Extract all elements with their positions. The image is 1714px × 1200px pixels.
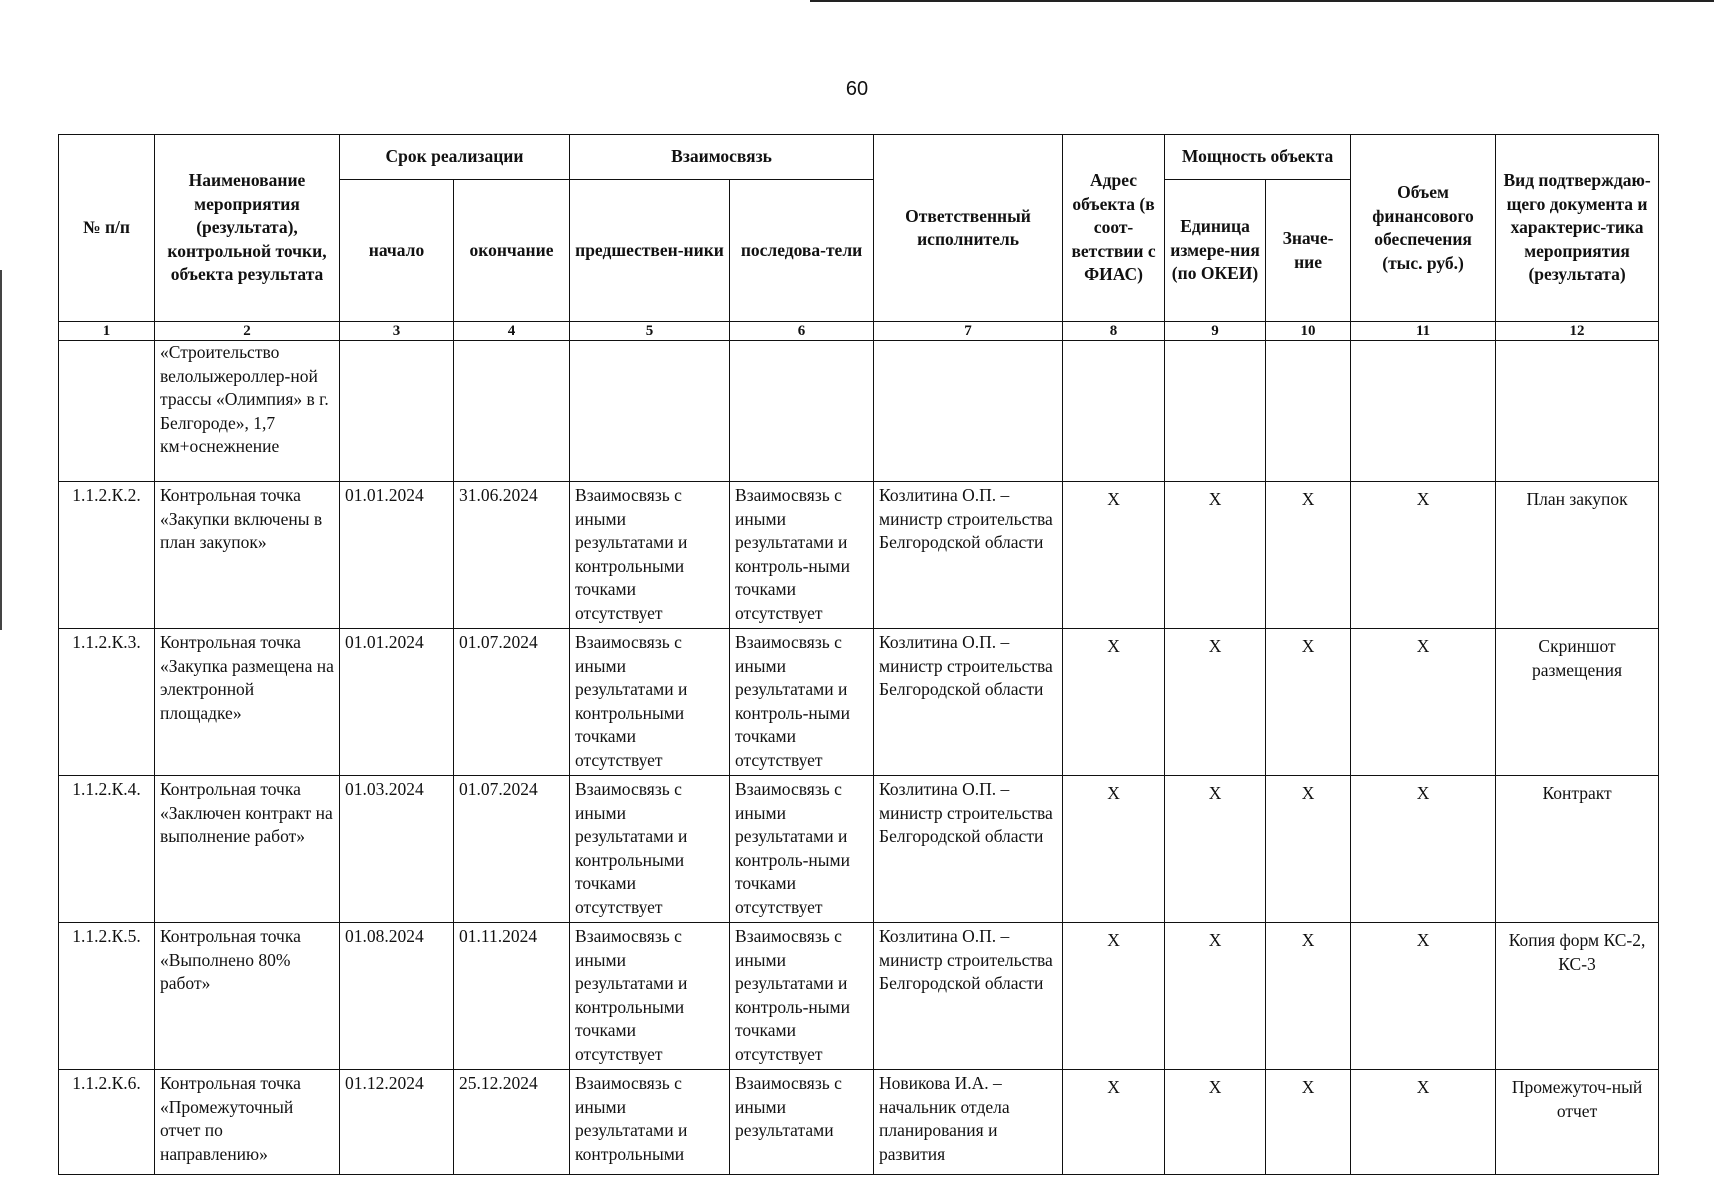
cell-document: План закупок [1496, 482, 1659, 629]
table-row [59, 923, 1659, 1070]
cell-unit: Х [1165, 776, 1266, 923]
cell-num: 1.1.2.К.4. [59, 776, 155, 923]
cell-responsible: Козлитина О.П. – министр строительства Белгородской области [874, 923, 1063, 1070]
cell-address: Х [1063, 1070, 1165, 1175]
header-responsible: Ответственный исполнитель [874, 135, 1063, 322]
cell-document: Контракт [1496, 776, 1659, 923]
control-points-table [58, 134, 1659, 1175]
column-number: 1 [59, 322, 155, 341]
cell-start: 01.01.2024 [340, 629, 454, 776]
cell-unit: Х [1165, 923, 1266, 1070]
header-link-group: Взаимосвязь [570, 135, 874, 180]
cell-document: Копия форм КС-2, КС-3 [1496, 923, 1659, 1070]
cell-unit: Х [1165, 1070, 1266, 1175]
column-number: 6 [730, 322, 874, 341]
cell-empty [874, 341, 1063, 482]
cell-name: Контрольная точка «Закупки включены в план закупок» [155, 482, 340, 629]
top-edge-line [810, 0, 1714, 2]
cell-empty [1496, 341, 1659, 482]
cell-empty [1165, 341, 1266, 482]
header-document: Вид подтверждаю-щего документа и характерис-тика мероприятия (результата) [1496, 135, 1659, 322]
cell-value: Х [1266, 776, 1351, 923]
cell-document: Скриншот размещения [1496, 629, 1659, 776]
cell-start: 01.03.2024 [340, 776, 454, 923]
cell-address: Х [1063, 776, 1165, 923]
cell-empty [454, 341, 570, 482]
table-row [59, 629, 1659, 776]
cell-successors: Взаимосвязь с иными результатами и контроль-ными точками отсутствует [730, 482, 874, 629]
cell-value: Х [1266, 1070, 1351, 1175]
header-value: Значе-ние [1266, 180, 1351, 322]
table-row [59, 482, 1659, 629]
cell-name: Контрольная точка «Промежуточный отчет по направлению» [155, 1070, 340, 1175]
cell-name: «Строительство велолыжероллер-ной трассы «Олимпия» в г. Белгороде», 1,7 км+оснежнение [155, 341, 340, 482]
cell-num: 1.1.2.К.6. [59, 1070, 155, 1175]
cell-responsible: Козлитина О.П. – министр строительства Белгородской области [874, 482, 1063, 629]
cell-address: Х [1063, 629, 1165, 776]
cell-financing: Х [1351, 629, 1496, 776]
cell-empty [1266, 341, 1351, 482]
cell-num: 1.1.2.К.2. [59, 482, 155, 629]
cell-value: Х [1266, 629, 1351, 776]
cell-name: Контрольная точка «Заключен контракт на выполнение работ» [155, 776, 340, 923]
column-number: 5 [570, 322, 730, 341]
cell-start: 01.12.2024 [340, 1070, 454, 1175]
cell-end: 25.12.2024 [454, 1070, 570, 1175]
cell-empty [1351, 341, 1496, 482]
cell-empty [340, 341, 454, 482]
column-number: 4 [454, 322, 570, 341]
cell-end: 01.07.2024 [454, 776, 570, 923]
table-header-row-1 [59, 135, 1659, 180]
cell-successors: Взаимосвязь с иными результатами и контроль-ными точками отсутствует [730, 776, 874, 923]
column-number: 10 [1266, 322, 1351, 341]
cell-value: Х [1266, 482, 1351, 629]
column-number: 3 [340, 322, 454, 341]
cell-predecessors: Взаимосвязь с иными результатами и контрольными точками отсутствует [570, 629, 730, 776]
cell-unit: Х [1165, 482, 1266, 629]
cell-successors: Взаимосвязь с иными результатами и контроль-ными точками отсутствует [730, 923, 874, 1070]
cell-empty [730, 341, 874, 482]
column-number: 2 [155, 322, 340, 341]
cell-financing: Х [1351, 923, 1496, 1070]
cell-financing: Х [1351, 1070, 1496, 1175]
cell-name: Контрольная точка «Закупка размещена на электронной площадке» [155, 629, 340, 776]
header-address: Адрес объекта (в соот-ветствии с ФИАС) [1063, 135, 1165, 322]
cell-address: Х [1063, 482, 1165, 629]
cell-predecessors: Взаимосвязь с иными результатами и контрольными точками отсутствует [570, 776, 730, 923]
cell-financing: Х [1351, 482, 1496, 629]
header-end: окончание [454, 180, 570, 322]
cell-successors: Взаимосвязь с иными результатами [730, 1070, 874, 1175]
left-edge-line [0, 270, 2, 630]
column-number: 8 [1063, 322, 1165, 341]
cell-document: Промежуточ-ный отчет [1496, 1070, 1659, 1175]
header-num: № п/п [59, 135, 155, 322]
cell-end: 01.11.2024 [454, 923, 570, 1070]
cell-value: Х [1266, 923, 1351, 1070]
page-number: 60 [845, 78, 869, 100]
table-row-continuation [59, 341, 1659, 482]
cell-predecessors: Взаимосвязь с иными результатами и контрольными точками отсутствует [570, 923, 730, 1070]
header-name: Наименование мероприятия (результата), контрольной точки, объекта результата [155, 135, 340, 322]
cell-address: Х [1063, 923, 1165, 1070]
cell-successors: Взаимосвязь с иными результатами и контроль-ными точками отсутствует [730, 629, 874, 776]
cell-name: Контрольная точка «Выполнено 80% работ» [155, 923, 340, 1070]
cell-start: 01.01.2024 [340, 482, 454, 629]
cell-responsible: Новикова И.А. – начальник отдела планирования и развития [874, 1070, 1063, 1175]
table-row [59, 776, 1659, 923]
column-number: 7 [874, 322, 1063, 341]
column-number-row [59, 322, 1659, 341]
header-unit: Единица измере-ния (по ОКЕИ) [1165, 180, 1266, 322]
header-predecessors: предшествен-ники [570, 180, 730, 322]
column-number: 11 [1351, 322, 1496, 341]
cell-start: 01.08.2024 [340, 923, 454, 1070]
cell-responsible: Козлитина О.П. – министр строительства Белгородской области [874, 629, 1063, 776]
column-number: 12 [1496, 322, 1659, 341]
header-power-group: Мощность объекта [1165, 135, 1351, 180]
cell-end: 31.06.2024 [454, 482, 570, 629]
header-term-group: Срок реализации [340, 135, 570, 180]
cell-financing: Х [1351, 776, 1496, 923]
cell-empty [570, 341, 730, 482]
cell-empty [1063, 341, 1165, 482]
table-row [59, 1070, 1659, 1175]
column-number: 9 [1165, 322, 1266, 341]
cell-predecessors: Взаимосвязь с иными результатами и контрольными точками отсутствует [570, 482, 730, 629]
header-start: начало [340, 180, 454, 322]
cell-end: 01.07.2024 [454, 629, 570, 776]
cell-num: 1.1.2.К.5. [59, 923, 155, 1070]
cell-responsible: Козлитина О.П. – министр строительства Белгородской области [874, 776, 1063, 923]
cell-predecessors: Взаимосвязь с иными результатами и контрольными [570, 1070, 730, 1175]
cell-unit: Х [1165, 629, 1266, 776]
header-successors: последова-тели [730, 180, 874, 322]
header-financing: Объем финансового обеспечения (тыс. руб.) [1351, 135, 1496, 322]
cell-empty [59, 341, 155, 482]
cell-num: 1.1.2.К.3. [59, 629, 155, 776]
